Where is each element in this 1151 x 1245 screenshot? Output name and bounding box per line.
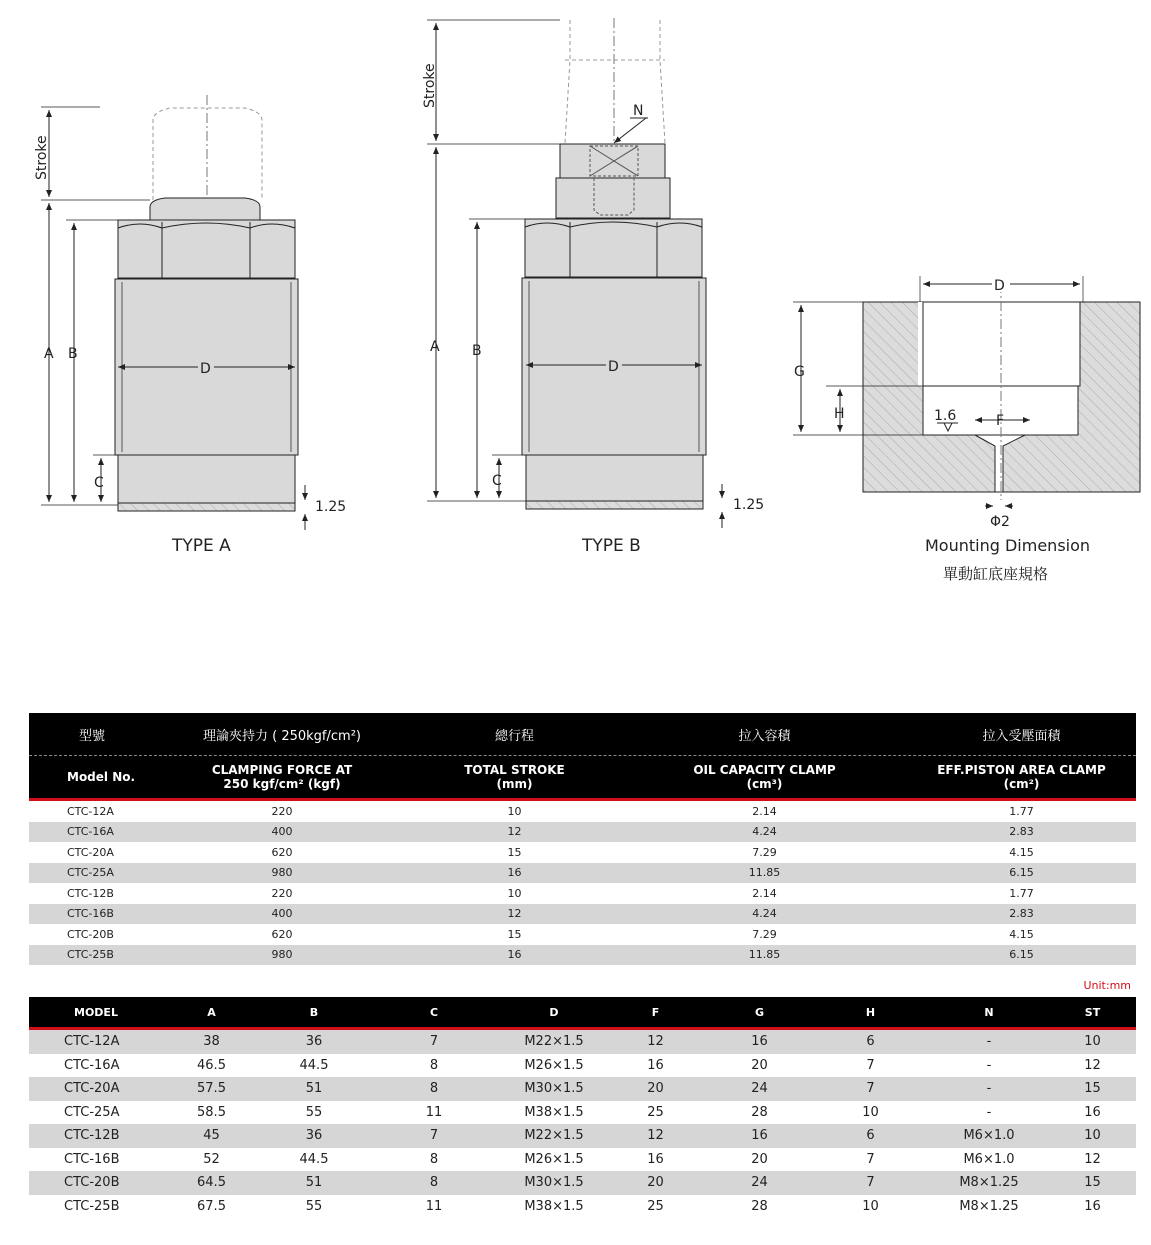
table-cell: 12 xyxy=(647,1128,664,1144)
table-cell: 6.15 xyxy=(1009,866,1034,880)
table-cell: M22×1.5 xyxy=(524,1034,584,1050)
table-cell: 10 xyxy=(862,1198,879,1214)
table-cell: 6.15 xyxy=(1009,948,1034,962)
table-cell: 52 xyxy=(203,1151,220,1167)
table-cell: 980 xyxy=(271,948,293,962)
table-cell: 1.77 xyxy=(1009,886,1034,900)
table-row xyxy=(29,1101,1136,1125)
table-row xyxy=(29,822,1136,843)
type-a-label-d: D xyxy=(200,361,211,377)
type-a-label-a: A xyxy=(44,346,54,362)
type-b-label-n: N xyxy=(633,103,644,119)
mount-label-h: H xyxy=(834,406,845,422)
table-cell: 20 xyxy=(751,1057,768,1073)
table-cell: 28 xyxy=(751,1198,768,1214)
table-cell: CTC-20B xyxy=(67,927,114,941)
table-cell: - xyxy=(986,1034,992,1050)
header-en-area: EFF.PISTON AREA CLAMP (cm²) xyxy=(937,763,1106,791)
table-cell: 44.5 xyxy=(299,1151,329,1167)
table-cell: M6×1.0 xyxy=(963,1151,1015,1167)
table-cell: 10 xyxy=(1084,1034,1101,1050)
table-cell: M38×1.5 xyxy=(524,1104,584,1120)
table-row xyxy=(29,863,1136,884)
table-cell: 10 xyxy=(1084,1128,1101,1144)
type-b-label-a: A xyxy=(430,339,440,355)
table-cell: CTC-20A xyxy=(64,1081,120,1097)
column-header: B xyxy=(309,1005,319,1019)
table-cell: 45 xyxy=(203,1128,220,1144)
table-cell: 15 xyxy=(507,927,522,941)
table-cell: M38×1.5 xyxy=(524,1198,584,1214)
table-row xyxy=(29,1195,1136,1219)
mount-label-g: G xyxy=(794,364,805,380)
table-cell: 7 xyxy=(866,1175,875,1191)
header-en-oil: OIL CAPACITY CLAMP (cm³) xyxy=(693,763,836,791)
mount-label-phi: Φ2 xyxy=(990,514,1010,530)
table-cell: 20 xyxy=(647,1175,664,1191)
table-cell: 16 xyxy=(647,1057,664,1073)
table-cell: CTC-25B xyxy=(64,1198,120,1214)
table-cell: CTC-20A xyxy=(67,845,114,859)
table-row xyxy=(29,1054,1136,1078)
header-en-force: CLAMPING FORCE AT 250 kgf/cm² (kgf) xyxy=(211,763,353,791)
table-cell: 4.15 xyxy=(1009,927,1034,941)
column-header: N xyxy=(984,1005,994,1019)
table-cell: 11.85 xyxy=(748,948,781,962)
column-header: G xyxy=(754,1005,765,1019)
table-cell: 38 xyxy=(203,1034,220,1050)
table-cell: CTC-12A xyxy=(67,804,114,818)
table-cell: 620 xyxy=(271,845,293,859)
table-cell: 55 xyxy=(305,1198,323,1214)
table-cell: 44.5 xyxy=(299,1057,329,1073)
table-cell: 36 xyxy=(305,1034,323,1050)
table-cell: 400 xyxy=(271,825,293,839)
table-cell: 8 xyxy=(429,1175,439,1191)
type-b-caption: TYPE B xyxy=(582,536,641,556)
table-cell: 1.77 xyxy=(1009,804,1034,818)
table-row xyxy=(29,883,1136,904)
table-cell: 7 xyxy=(429,1128,439,1144)
table-cell: 16 xyxy=(507,948,522,962)
table-cell: 8 xyxy=(429,1151,439,1167)
table-cell: CTC-20B xyxy=(64,1175,120,1191)
mount-label-d: D xyxy=(994,278,1005,294)
table-cell: 16 xyxy=(647,1151,664,1167)
table-cell: 12 xyxy=(507,825,522,839)
table-cell: CTC-16A xyxy=(64,1057,120,1073)
table-cell: 2.14 xyxy=(752,886,777,900)
type-a-stroke-label: Stroke xyxy=(34,135,50,180)
table-cell: 10 xyxy=(507,886,522,900)
type-b-label-b: B xyxy=(472,343,482,359)
table-row xyxy=(29,1148,1136,1172)
table-row xyxy=(29,945,1136,966)
table-cell: 7 xyxy=(866,1057,875,1073)
type-b-stroke-label: Stroke xyxy=(422,63,438,108)
table-cell: 16 xyxy=(1084,1198,1101,1214)
table-cell: CTC-25A xyxy=(67,866,114,880)
table-cell: 7.29 xyxy=(752,927,777,941)
table-cell: 8 xyxy=(429,1057,439,1073)
table-row xyxy=(29,904,1136,925)
table-cell: 16 xyxy=(751,1128,768,1144)
table-cell: 8 xyxy=(429,1081,439,1097)
header-row-zh xyxy=(29,713,1136,756)
table-cell: CTC-12B xyxy=(67,886,114,900)
header-zh-area: 拉入受壓面積 xyxy=(982,728,1061,744)
table-row xyxy=(29,1030,1136,1054)
table-cell: 6 xyxy=(866,1034,875,1050)
table-cell: M8×1.25 xyxy=(959,1198,1019,1214)
table-cell: 11.85 xyxy=(748,866,781,880)
table-cell: 67.5 xyxy=(197,1198,226,1214)
dimension-table-body xyxy=(29,1030,1136,1218)
header-zh-stroke: 總行程 xyxy=(494,728,534,744)
table-cell: 64.5 xyxy=(197,1175,226,1191)
table-row xyxy=(29,924,1136,945)
table-cell: 15 xyxy=(1084,1081,1101,1097)
spec-table-header xyxy=(29,713,1136,801)
table-cell: 11 xyxy=(425,1198,443,1214)
table-cell: 7 xyxy=(866,1151,875,1167)
table-cell: 12 xyxy=(1084,1151,1101,1167)
table-cell: 4.15 xyxy=(1009,845,1034,859)
table-cell: - xyxy=(986,1057,992,1073)
table-cell: 15 xyxy=(1084,1175,1101,1191)
table-cell: CTC-16B xyxy=(67,907,114,921)
header-en-model: Model No. xyxy=(67,770,136,784)
table-row xyxy=(29,1171,1136,1195)
table-cell: 57.5 xyxy=(197,1081,226,1097)
table-cell: CTC-12A xyxy=(64,1034,120,1050)
type-b-label-d: D xyxy=(608,359,619,375)
table-cell: M30×1.5 xyxy=(524,1081,584,1097)
header-zh-model: 型號 xyxy=(79,728,106,744)
table-cell: 12 xyxy=(1084,1057,1101,1073)
table-cell: 620 xyxy=(271,927,293,941)
table-cell: 2.83 xyxy=(1009,907,1034,921)
table-row xyxy=(29,842,1136,863)
type-a-drawing xyxy=(34,95,346,530)
spec-table-body xyxy=(29,801,1136,965)
table-cell: 51 xyxy=(305,1175,323,1191)
table-cell: 7.29 xyxy=(752,845,777,859)
dimension-table xyxy=(29,997,1136,1218)
table-cell: CTC-16A xyxy=(67,825,114,839)
table-cell: 11 xyxy=(425,1104,443,1120)
table-cell: 16 xyxy=(1084,1104,1101,1120)
table-row xyxy=(29,1077,1136,1101)
column-header: F xyxy=(651,1005,660,1019)
table-row xyxy=(29,801,1136,822)
header-zh-force: 理論夾持力 ( 250kgf/cm²) xyxy=(203,728,361,744)
type-a-label-c: C xyxy=(94,475,104,491)
table-cell: 25 xyxy=(647,1104,664,1120)
table-cell: 55 xyxy=(305,1104,323,1120)
unit-label: Unit:mm xyxy=(1083,979,1131,992)
table-cell: M6×1.0 xyxy=(963,1128,1015,1144)
dimension-table-header xyxy=(29,997,1136,1030)
column-header: H xyxy=(865,1005,876,1019)
table-cell: M26×1.5 xyxy=(524,1151,584,1167)
table-cell: 980 xyxy=(271,866,293,880)
table-cell: 2.83 xyxy=(1009,825,1034,839)
table-cell: M30×1.5 xyxy=(524,1175,584,1191)
type-a-label-125: 1.25 xyxy=(315,499,347,515)
table-cell: 7 xyxy=(429,1034,439,1050)
table-cell: 400 xyxy=(271,907,293,921)
table-cell: 12 xyxy=(647,1034,664,1050)
column-header: MODEL xyxy=(74,1005,118,1019)
table-cell: 4.24 xyxy=(752,907,777,921)
table-cell: 15 xyxy=(507,845,522,859)
header-row-en xyxy=(29,756,1136,801)
table-cell: 28 xyxy=(751,1104,768,1120)
table-cell: M22×1.5 xyxy=(524,1128,584,1144)
table-cell: 4.24 xyxy=(752,825,777,839)
table-cell: CTC-12B xyxy=(64,1128,120,1144)
column-header: D xyxy=(549,1005,559,1019)
table-cell: 58.5 xyxy=(197,1104,226,1120)
mount-label-16: 1.6 xyxy=(934,408,957,424)
mounting-caption: Mounting Dimension xyxy=(925,536,1091,555)
table-cell: 16 xyxy=(507,866,522,880)
table-cell: 220 xyxy=(271,886,293,900)
table-cell: 12 xyxy=(507,907,522,921)
table-cell: 7 xyxy=(866,1081,875,1097)
type-b-label-125: 1.25 xyxy=(733,497,765,513)
mounting-drawing xyxy=(793,276,1140,530)
type-a-caption: TYPE A xyxy=(172,536,231,556)
table-cell: CTC-25A xyxy=(64,1104,120,1120)
table-cell: 36 xyxy=(305,1128,323,1144)
table-cell: 220 xyxy=(271,804,293,818)
table-cell: 10 xyxy=(507,804,522,818)
table-cell: CTC-25B xyxy=(67,948,114,962)
table-cell: 24 xyxy=(751,1175,768,1191)
column-header: A xyxy=(207,1005,216,1019)
table-cell: CTC-16B xyxy=(64,1151,120,1167)
table-cell: 16 xyxy=(751,1034,768,1050)
table-cell: M8×1.25 xyxy=(959,1175,1019,1191)
type-a-label-b: B xyxy=(68,346,78,362)
table-cell: 20 xyxy=(647,1081,664,1097)
table-cell: 20 xyxy=(751,1151,768,1167)
mount-label-f: F xyxy=(996,413,1005,429)
type-b-drawing xyxy=(422,18,764,528)
table-cell: 46.5 xyxy=(197,1057,226,1073)
table-cell: 2.14 xyxy=(752,804,777,818)
technical-drawings xyxy=(0,0,1151,600)
mounting-caption-zh: 單動缸底座規格 xyxy=(943,565,1049,583)
table-cell: - xyxy=(986,1081,992,1097)
table-row xyxy=(29,1124,1136,1148)
table-cell: 10 xyxy=(862,1104,879,1120)
table-cell: M26×1.5 xyxy=(524,1057,584,1073)
table-cell: 25 xyxy=(647,1198,664,1214)
header-en-stroke: TOTAL STROKE (mm) xyxy=(464,763,565,791)
table-cell: 6 xyxy=(866,1128,875,1144)
table-cell: - xyxy=(986,1104,992,1120)
column-header: C xyxy=(429,1005,439,1019)
spec-table-clamping xyxy=(29,713,1136,965)
table-cell: 51 xyxy=(305,1081,323,1097)
header-zh-oil: 拉入容積 xyxy=(738,728,791,744)
table-cell: 24 xyxy=(751,1081,768,1097)
column-header: ST xyxy=(1084,1005,1101,1019)
type-b-label-c: C xyxy=(492,473,502,489)
